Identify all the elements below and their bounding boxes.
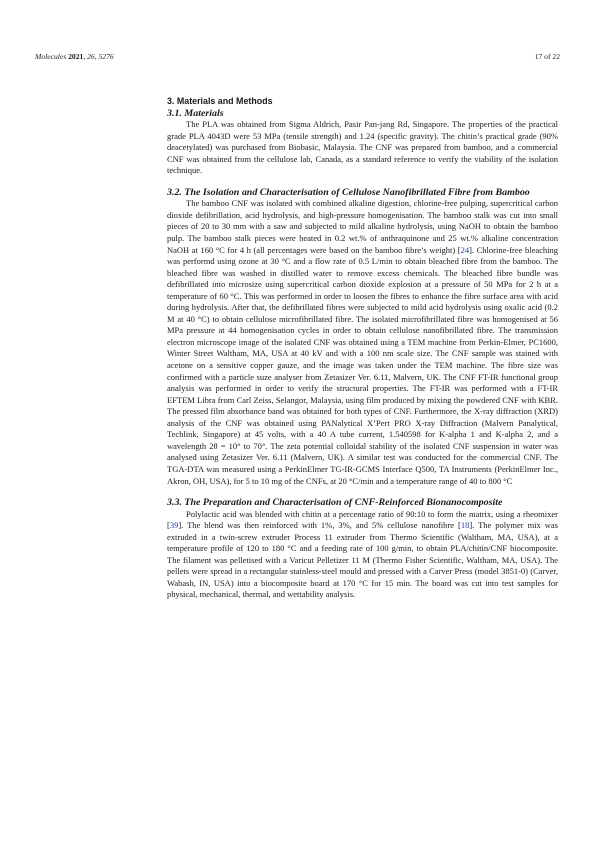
isolation-text-part-b: ]. Chlorine-free bleaching was performd using ozone at 30 °C and a flow rate of 0.5 L/min to obtain bleached fibre from the bamboo. The bleached fibre was washed in distilled water to remove excess chemicals. The bleached fibre bundle was defibrillated into microsize using supercritical carbon dioxide explosion at a pressure of 50 MPa for 2 h at a temperature of 60 °C. This was performed in order to loosen the fibres to enhance the fibre surface area with acid during hydrolysis. After that, the defibrillated fibres were subjected to mild acid hydrolysis using oxalic acid (0.2 M at 40 °C) to obtain cellulose microfibrillated fibre. The isolated microfibrillated fibre was homogenised at 56 MPa pressure at 44 homogenisation cycles in order to obtain cellulose nanofibrillated fibre. The transmission electron microscope image of the isolated CNF was obtained using a TEM machine from Perkin-Elmer, PC1600, Winter Street Waltham, MA, USA at 40 kV and with a 100 nm scale size. The CNF sample was stained with acetone on a sensitive copper gauze, and the image was taken under the TEM machine. The fibre size was confirmed with a particle suze analyser from Zetasizer Ver. 6.11, Malvern, UK. The CNF FT-IR functional group analysis was performed in order to verify the structural properties. The FT-IR was performed with a FT-IR EFTEM Libra from Carl Zeiss, Selangor, Malaysia, using film produced by mixing the powdered CNF with KBR. The pressed film absorbance band was obtained for both types of CNF. Furthermore, the X-ray diffraction (XRD) analysis of the CNF was obtained using PANalytical X’Pert PRO X-ray Diffraction (Malvern Panalytical, Techlink, Singapore) at 45 volts, with a 40 A tube current, 1.540598 for K-alpha 1 and K-alpha 2, and a wavelength 2θ = 10° to 70°. The zeta potential colloidal stability of the isolated CNF suspension in water was analysed using Zetasizer Ver. 6.11 (Malvern, UK). A similar test was conducted for the commercial CNF. The TGA-DTA was measured using a PerkinElmer TG-IR-GCMS Interface Q500, TA Instruments (PerkinElmer Inc., Akron, OH, USA), for 5 to 10 mg of the CNFs, at 20 °C/min and a temperature range of 40 to 800 °C <box>167 244 559 486</box>
paragraph-isolation <box>167 198 558 487</box>
running-header <box>35 52 560 61</box>
preparation-text-part-b: ]. The blend was then reinforced with 1%, 3%, and 5% cellulose nanofibre [ <box>178 520 461 531</box>
section-title: 3. Materials and Methods <box>167 96 273 106</box>
paragraph-materials: The PLA was obtained from Sigma Aldrich, Pasir Pan-jang Rd, Singapore. The properties of the practical grade PLA 4043D were 53 MPa (tensile strength) and 1.24 (specific gravity). The chitin’s practical grade (90% deacetylated) was purchased from Biobasic, Malaysia. The CNF was prepared from bamboo, and a commercial CNF was obtained from the cellulose lab, Canada, as a standard reference to verify the viability of the isolation technique. <box>167 119 558 176</box>
journal-citation <box>35 52 114 61</box>
journal-volume: , 26, 5276 <box>83 52 114 61</box>
reference-link-18[interactable]: 18 <box>460 520 470 531</box>
preparation-text-part-a: Polylactic acid was blended with chitin at a percentage ratio of 90:10 to form the matrix, using a rheomixer [ <box>167 508 558 531</box>
page-number: 17 of 22 <box>534 52 560 61</box>
journal-name: Molecules <box>35 52 67 61</box>
subsection-title-preparation: 3.3. The Preparation and Characterisation of CNF-Reinforced Bionanocomposite <box>167 497 503 509</box>
journal-year: 2021 <box>68 52 84 61</box>
reference-link-24[interactable]: 24 <box>460 244 470 255</box>
paragraph-preparation <box>167 509 558 601</box>
reference-link-39[interactable]: 39 <box>169 520 179 531</box>
isolation-text-part-a: The bamboo CNF was isolated with combined alkaline digestion, chlorine-free pulping, supercritical carbon dioxide defibrillation, acid hydrolysis, and high-pressure homogenisation. The bamboo stalk was cut into small pieces of 20 to 30 mm with a saw and subjected to mild alkaline hydrolysis, using NaOH to obtain the bamboo pulp. The bamboo stalk pieces were heated in 0.2 wt.% of anthraquinone and 25 wt.% alkaline concentration NaOH at 160 °C for 4 h (all percentages were based on the bamboo fibre’s weight) [ <box>167 198 558 255</box>
subsection-title-materials: 3.1. Materials <box>167 107 224 119</box>
preparation-text-part-c: ]. The polymer mix was extruded in a twin-screw extruder Process 11 extruder from Thermo Scientific (Waltham, MA, USA), at a temperature profile of 120 to 180 °C and a feeding rate of 100 g/min, to obtain PLA/chitin/CNF biocomposite. The filament was pelletised with a Varicut Pelletizer 11 M (Thermo Fisher Scientific, Waltham, MA, USA). The pellets were spread in a rectangular stainless-steel mould and pressed with a Carver Press (model 3851-0) (Carver, Wabash, IN, USA) into a biocomposite board at 170 °C for 15 min. The board was cut into test samples for physical, mechanical, thermal, and wettability analysis. <box>167 520 558 600</box>
main-content <box>167 96 558 601</box>
subsection-title-isolation: 3.2. The Isolation and Characterisation of Cellulose Nanofibrillated Fibre from Bamboo <box>167 186 530 198</box>
